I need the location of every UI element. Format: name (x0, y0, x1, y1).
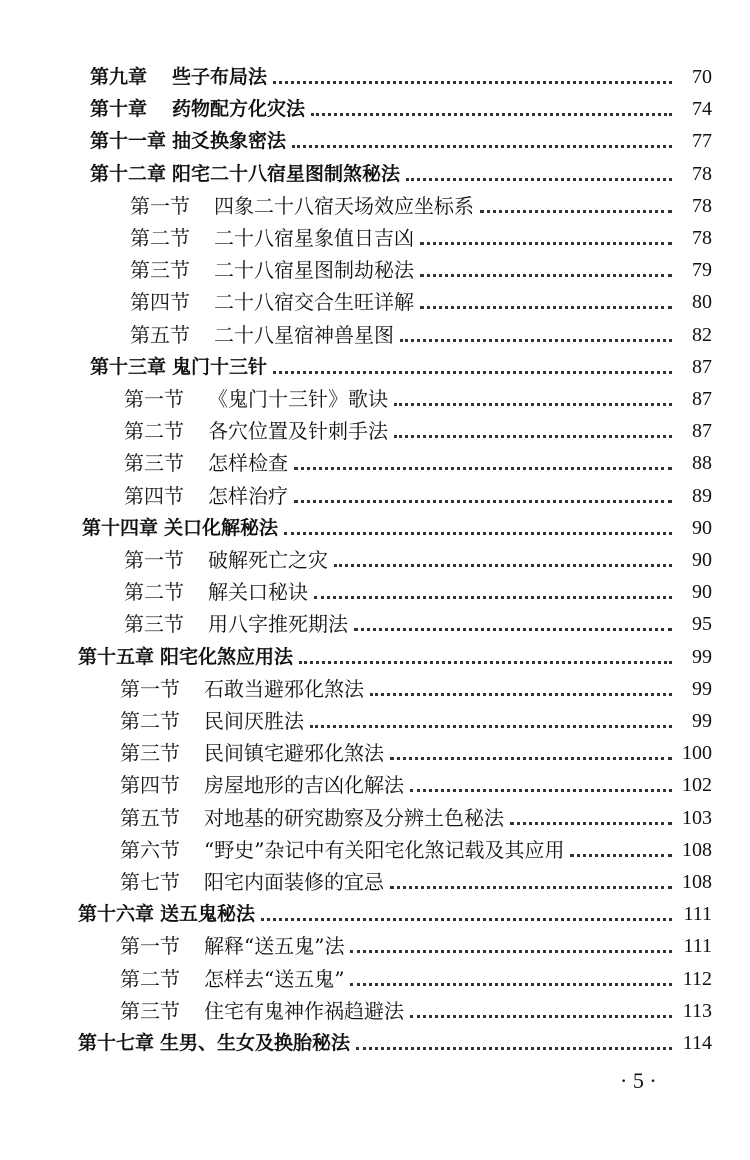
toc-entry-page: 88 (692, 452, 712, 475)
toc-entry-number: 第十六章 (78, 903, 155, 926)
toc-entry-title: 用八字推死期法 (208, 612, 348, 637)
toc-entry-number: 第四节 (124, 483, 184, 508)
toc-entry-title: 解释“送五鬼”法 (204, 934, 345, 959)
dot-leader (570, 852, 672, 857)
toc-entry-page: 90 (692, 549, 712, 571)
toc-entry-title: 民间厌胜法 (204, 709, 304, 733)
toc-entry-title: 药物配方化灾法 (172, 98, 306, 121)
toc-section-row (124, 382, 712, 412)
toc-entry-page: 79 (692, 259, 712, 282)
toc-entry-title: 怎样检查 (208, 451, 288, 476)
toc-entry-title: 二十八宿星图制劫秘法 (214, 258, 414, 283)
toc-section-row (124, 607, 712, 637)
toc-section-row (124, 575, 712, 605)
toc-chapter-row (90, 92, 712, 122)
toc-entry-title: 些子布局法 (172, 66, 268, 88)
dot-leader (261, 916, 672, 921)
toc-section-row (120, 929, 712, 959)
toc-section-row (130, 221, 712, 251)
toc-entry-page: 99 (692, 677, 712, 700)
dot-leader (299, 659, 672, 664)
dot-leader (294, 465, 672, 470)
toc-section-row (120, 736, 712, 766)
toc-entry-page: 87 (692, 388, 712, 410)
toc-entry-page: 82 (692, 323, 712, 346)
toc-entry-page: 113 (682, 999, 712, 1022)
toc-entry-page: 108 (682, 871, 712, 893)
toc-entry-title: 石敢当避邪化煞法 (204, 676, 364, 701)
toc-entry-number: 第四节 (120, 773, 180, 798)
toc-entry-title: 阳宅化煞应用法 (160, 645, 294, 668)
toc-entry-number: 第一节 (124, 548, 184, 572)
toc-chapter-row (78, 640, 712, 670)
toc-entry-title: 生男、生女及换胎秘法 (160, 1032, 351, 1054)
dot-leader (420, 272, 672, 277)
dot-leader (394, 433, 672, 438)
toc-entry-title: 阳宅内面装修的宜忌 (204, 870, 384, 894)
toc-entry-number: 第五节 (120, 805, 180, 830)
toc-section-row (124, 446, 712, 476)
toc-entry-number: 第十四章 (82, 516, 159, 539)
toc-section-row (120, 994, 712, 1024)
toc-chapter-row (90, 157, 712, 187)
toc-entry-title: 各穴位置及针刺手法 (208, 419, 388, 444)
toc-section-row (124, 479, 712, 509)
toc-section-row (120, 801, 712, 831)
toc-entry-number: 第三节 (120, 998, 180, 1023)
toc-entry-number: 第十章 (90, 98, 148, 121)
toc-entry-page: 95 (692, 613, 712, 636)
toc-entry-number: 第十二章 (90, 162, 167, 185)
toc-entry-page: 108 (682, 838, 712, 861)
toc-entry-number: 第三节 (120, 741, 180, 766)
toc-entry-page: 111 (683, 903, 712, 926)
toc-entry-title: 怎样去“送五鬼” (204, 966, 345, 991)
toc-entry-number: 第二节 (130, 226, 190, 250)
toc-chapter-row (90, 350, 712, 380)
toc-entry-title: 怎样治疗 (208, 483, 288, 508)
dot-leader (370, 691, 672, 696)
dot-leader (410, 1013, 672, 1018)
toc-entry-title: 二十八宿交合生旺详解 (214, 290, 414, 315)
toc-entry-number: 第二节 (120, 709, 180, 733)
toc-entry-number: 第二节 (124, 419, 184, 444)
toc-entry-title: 抽爻换象密法 (172, 130, 287, 153)
toc-entry-page: 90 (692, 581, 712, 604)
toc-entry-title: “野史”杂记中有关阳宅化煞记载及其应用 (204, 837, 565, 862)
toc-chapter-row (78, 1026, 712, 1056)
toc-entry-page: 80 (692, 291, 712, 314)
dot-leader (334, 562, 672, 567)
toc-entry-number: 第四节 (130, 290, 190, 315)
dot-leader (406, 176, 672, 181)
toc-section-row (120, 833, 712, 863)
dot-leader (510, 820, 672, 825)
dot-leader (311, 111, 672, 116)
toc-entry-number: 第十三章 (90, 355, 167, 378)
toc-entry-title: 二十八星宿神兽星图 (214, 322, 394, 347)
toc-entry-title: 阳宅二十八宿星图制煞秘法 (172, 162, 401, 185)
toc-entry-page: 77 (692, 130, 712, 153)
toc-entry-number: 第一节 (120, 676, 180, 701)
toc-entry-page: 99 (692, 645, 712, 668)
toc-entry-title: 住宅有鬼神作祸趋避法 (204, 998, 404, 1023)
toc-section-row (120, 768, 712, 798)
toc-chapter-row (78, 897, 712, 927)
dot-leader (350, 981, 672, 986)
dot-leader (420, 240, 672, 245)
dot-leader (394, 401, 672, 406)
toc-section-row (124, 543, 712, 573)
toc-section-row (124, 414, 712, 444)
toc-chapter-row (82, 511, 712, 541)
page-number: · 5 · (620, 1068, 657, 1093)
toc-entry-title: 关口化解秘法 (164, 516, 279, 539)
toc-entry-title: 四象二十八宿天场效应坐标系 (214, 193, 474, 218)
dot-leader (410, 787, 672, 792)
toc-section-row (130, 253, 712, 283)
dot-leader (390, 755, 672, 760)
toc-entry-page: 114 (682, 1032, 712, 1054)
toc-entry-page: 103 (682, 806, 712, 829)
toc-entry-page: 74 (692, 98, 712, 121)
dot-leader (284, 530, 672, 535)
toc-entry-number: 第九章 (90, 66, 148, 88)
toc-entry-title: 民间镇宅避邪化煞法 (204, 741, 384, 766)
toc-entry-number: 第三节 (130, 258, 190, 283)
toc-entry-title: 对地基的研究勘察及分辨土色秘法 (204, 805, 504, 830)
toc-section-row (120, 865, 712, 895)
toc-entry-page: 78 (692, 194, 712, 217)
dot-leader (310, 723, 672, 728)
toc-entry-page: 89 (692, 484, 712, 507)
toc-entry-number: 第三节 (124, 451, 184, 476)
toc-entry-number: 第一节 (130, 193, 190, 218)
toc-entry-page: 100 (682, 742, 712, 765)
dot-leader (350, 948, 672, 953)
toc-entry-number: 第七节 (120, 870, 180, 894)
dot-leader (356, 1045, 672, 1050)
dot-leader (273, 369, 672, 374)
dot-leader (390, 884, 672, 889)
dot-leader (292, 143, 672, 148)
dot-leader (273, 79, 672, 84)
toc-entry-number: 第六节 (120, 837, 180, 862)
toc-entry-page: 70 (692, 66, 712, 88)
toc-entry-page: 102 (682, 774, 712, 797)
toc-entry-number: 第二节 (124, 580, 184, 605)
toc-chapter-row (90, 60, 712, 90)
dot-leader (354, 626, 672, 631)
toc-entry-number: 第一节 (124, 387, 184, 411)
toc-entry-title: 解关口秘诀 (208, 580, 308, 605)
dot-leader (314, 594, 672, 599)
toc-entry-number: 第二节 (120, 966, 180, 991)
toc-entry-title: 二十八宿星象值日吉凶 (214, 226, 414, 250)
dot-leader (294, 498, 672, 503)
dot-leader (480, 208, 672, 213)
toc-section-row (130, 189, 712, 219)
toc-entry-title: 送五鬼秘法 (160, 903, 256, 926)
toc-entry-page: 87 (692, 420, 712, 443)
toc-section-row (130, 318, 712, 348)
dot-leader (420, 304, 672, 309)
toc-entry-number: 第十一章 (90, 130, 167, 153)
toc-entry-page: 87 (692, 355, 712, 378)
toc-entry-number: 第十五章 (78, 645, 155, 668)
toc-entry-title: 房屋地形的吉凶化解法 (204, 773, 404, 798)
toc-entry-page: 111 (683, 935, 712, 958)
dot-leader (400, 337, 672, 342)
toc-entry-page: 112 (682, 967, 712, 990)
toc-section-row (120, 704, 712, 734)
toc-section-row (120, 672, 712, 702)
toc-entry-title: 破解死亡之灾 (208, 548, 328, 572)
toc-entry-page: 90 (692, 516, 712, 539)
toc-entry-number: 第一节 (120, 934, 180, 959)
toc-chapter-row (90, 124, 712, 154)
toc-entry-page: 99 (692, 710, 712, 732)
toc-entry-title: 鬼门十三针 (172, 355, 268, 378)
toc-entry-page: 78 (692, 162, 712, 185)
toc-section-row (130, 285, 712, 315)
toc-entry-title: 《鬼门十三针》歌诀 (208, 387, 388, 411)
toc-section-row (120, 962, 712, 992)
toc-entry-number: 第十七章 (78, 1032, 155, 1054)
toc-entry-page: 78 (692, 227, 712, 249)
toc-entry-number: 第五节 (130, 322, 190, 347)
toc-entry-number: 第三节 (124, 612, 184, 637)
